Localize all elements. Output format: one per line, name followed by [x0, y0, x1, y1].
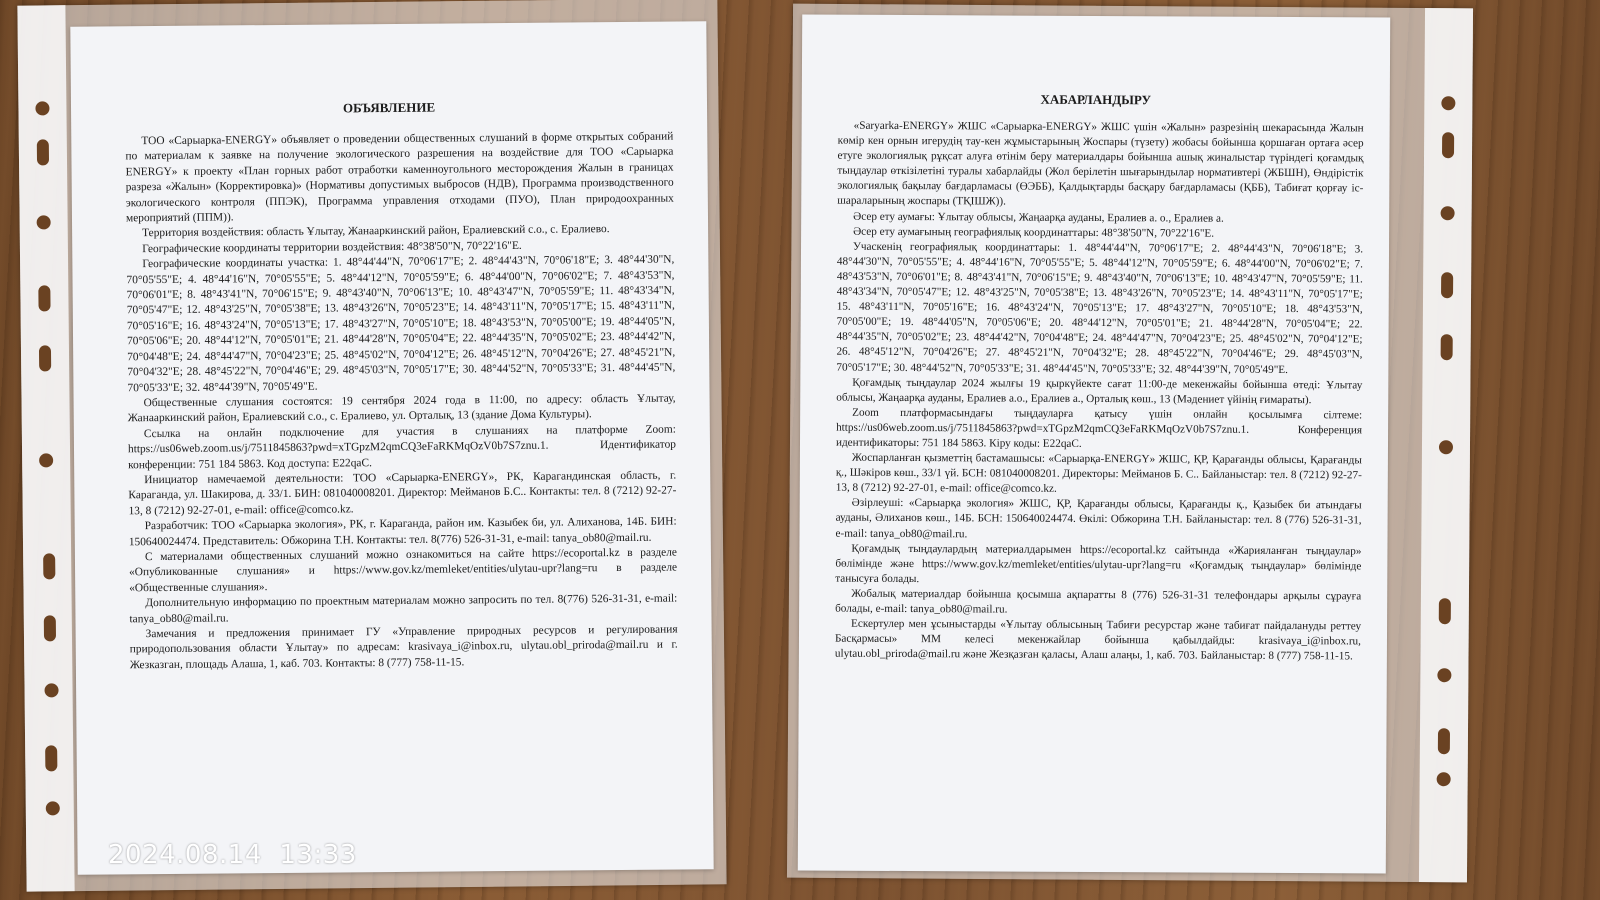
left-paragraph: Географические координаты территории воздействия: 48°38'50"N, 70°22'16"E.	[142, 239, 522, 256]
left-paragraph: Географические координаты участка: 1. 48°44'44"N, 70°06'17"E; 2. 48°44'43"N, 70°06'18"E; 3. 48°44'30"N, 70°05'55"E; 4. 48°44'16"N, 70°05'55"E; 5. 48°44'12"N, 70°05'59"E; 6. 48°44'00"N, 70°06'02"E; 7. 48°43'53"N, 70°06'01"E; 8. 48°43'41"N, 70°06'15"E; 9. 48°43'40"N, 70°06'13"E; 10. 48°43'47"N, 70°05'59"E; 11. 48°43'34"N, 70°05'47"E; 12. 48°43'25"N, 70°05'38"E; 13. 48°43'26"N, 70°05'23"E; 14. 48°43'11"N, 70°05'17"E; 15. 48°43'11"N, 70°05'16"E; 16. 48°43'24"N, 70°05'13"E; 17. 48°43'27"N, 70°05'10"E; 18. 48°43'53"N, 70°05'00"E; 19. 48°44'05"N, 70°05'06"E; 20. 48°44'12"N, 70°05'01"E; 21. 48°44'28"N, 70°05'04"E; 22. 48°44'35"N, 70°05'02"E; 23. 48°44'42"N, 70°04'48"E; 24. 48°44'47"N, 70°04'23"E; 25. 48°45'02"N, 70°04'12"E; 26. 48°45'12"N, 70°04'26"E; 27. 48°45'21"N, 70°04'32"E; 28. 48°45'22"N, 70°04'46"E; 29. 48°45'03"N, 70°05'17"E; 30. 48°44'52"N, 70°05'33"E; 31. 48°44'45"N, 70°05'33"E; 32. 48°44'39"N, 70°05'49"E.	[126, 253, 676, 394]
right-notice-body	[835, 119, 1364, 665]
left-notice-sheet	[70, 21, 713, 875]
punch-hole	[46, 801, 60, 815]
right-paragraph: Учаскенің географиялық координаттары: 1. 48°44'44"N, 70°06'17"E; 2. 48°44'43"N, 70°06'18"E; 3. 48°44'30"N, 70°05'55"E; 4. 48°44'16"N, 70°05'55"E; 5. 48°44'12"N, 70°05'59"E; 6. 48°44'00"N, 70°06'02"E; 7. 48°43'53"N, 70°06'01"E; 8. 48°43'41"N, 70°06'15"E; 9. 48°43'40"N, 70°06'13"E; 10. 48°43'47"N, 70°05'59"E; 11. 48°43'34"N, 70°05'47"E; 12. 48°43'25"N, 70°05'38"E; 13. 48°43'26"N, 70°05'23"E; 14. 48°43'11"N, 70°05'17"E; 15. 48°43'11"N, 70°05'16"E; 16. 48°43'24"N, 70°05'13"E; 17. 48°43'27"N, 70°05'10"E; 18. 48°43'53"N, 70°05'00"E; 19. 48°44'05"N, 70°05'06"E; 20. 48°44'12"N, 70°05'01"E; 21. 48°44'28"N, 70°05'04"E; 22. 48°44'35"N, 70°05'02"E; 23. 48°44'42"N, 70°04'48"E; 24. 48°44'47"N, 70°04'23"E; 25. 48°45'02"N, 70°04'12"E; 26. 48°45'12"N, 70°04'26"E; 27. 48°45'21"N, 70°04'32"E; 28. 48°45'22"N, 70°04'46"E; 29. 48°45'03"N, 70°05'17"E; 30. 48°44'52"N, 70°05'33"E; 31. 48°44'45"N, 70°05'33"E; 32. 48°44'39"N, 70°05'49"E.	[836, 240, 1364, 376]
right-paragraph: «Saryarka-ENERGY» ЖШС «Сарыарка-ENERGY» ЖШС үшін «Жалын» разрезінің шекарасында Жалын көмір кен орнын игерудің тау-кен жұмыстарының Жоспары (түзету) жобасы бойынша қоршаған ортаға әсер етуге экологиялық рұқсат алуға өтінім беру материалдары бойынша ашық жиналыстар түріндегі қоғамдық тыңдаулар өткізілетіні туралы хабарлайды (Жол берілетін шығарындылар нормативтері (ЖБШН), Өндірістік экологиялық бақылау бағдарламасы (ӨЭББ), Қалдықтарды басқару бағдарламасы (ҚББ), Табиғат қорғау іс-шараларының жоспары (ТҚІШЖ)).	[837, 119, 1364, 209]
right-sleeve-punch-strip	[1419, 8, 1473, 882]
left-paragraph: Замечания и предложения принимает ГУ «Управление природных ресурсов и регулирования природопользования области Ұлытау» по адресам: krasivaya_i@inbox.ru, ulytau.obl_priroda@mail.ru и г. Жезказган, площадь Алаша, 1, каб. 703. Контакты: 8 (777) 758-11-15.	[129, 623, 678, 672]
punch-hole	[45, 745, 57, 771]
punch-hole	[39, 345, 51, 371]
punch-hole	[1441, 334, 1453, 360]
left-notice-title: ОБЪЯВЛЕНИЕ	[342, 99, 436, 116]
punch-hole	[1437, 668, 1451, 682]
punch-hole	[44, 615, 56, 641]
right-paragraph: Zoom платформасындағы тыңдауларға қатысу үшін онлайн қосылымға сілтеме: https://us06web.zoom.us/j/7511845863?pwd=xTGpzM2qmCQ3eFaRKMqOzV0b7S7znu.1. Конференция идентификаторы: 751 184 5863. Кіру коды: E22qaC.	[835, 406, 1363, 450]
punch-hole	[1437, 772, 1451, 786]
right-notice-title: ХАБАРЛАНДЫРУ	[1040, 91, 1152, 108]
punch-hole	[39, 453, 53, 467]
left-paragraph: Инициатор намечаемой деятельности: ТОО «Сарыарка-ENERGY», РК, Карагандинская область, г. Караганда, ул. Шакирова, д. 33/1. БИН: 081040008201. Директор: Мейманов Б.С.. Контакты: тел. 8 (7212) 92-27-13, 8 (7212) 92-27-01, e-mail: office@comco.kz.	[128, 469, 677, 518]
punch-hole	[43, 553, 55, 579]
right-paragraph: Ескертулер мен ұсыныстарды «Ұлытау облысының Табиғи ресурстар және табиғат пайдалануды реттеу Басқармасы» ММ келесі мекенжайлар бойынша қабылдайды: krasivaya_i@inbox.ru, ulytau.obl_priroda@mail.ru және Жезқазған қаласы, Алаш алаңы, 1, каб. 703. Байланыстар: 8 (777) 758-11-15.	[834, 617, 1362, 663]
left-paragraph: Территория воздействия: область Ұлытау, Жанааркинский район, Ералиевский с.о., с. Ералиево.	[142, 223, 610, 240]
left-paragraph: ТОО «Сарыарка-ENERGY» объявляет о проведении общественных слушаний в форме открытых собраний по материалам к заявке на получение экологического разрешения на воздействие для ТОО «Сарыарка ENERGY» к проекту «План горных работ отработки каменноугольного месторождения Жалын в границах разреза «Жалын» (Корректировка)» (Нормативы допустимых выбросов (НДВ), Программа производственного экологического контроля (ППЭК), Программа управления отходами (ПУО), План природоохранных мероприятий (ППМ)).	[125, 130, 674, 225]
punch-hole	[1442, 132, 1454, 158]
left-paragraph: С материалами общественных слушаний можно ознакомиться на сайте https://ecoportal.kz в разделе «Опубликованные слушания» и https://www.gov.kz/memleket/entities/ulytau-upr?lang=ru в разделе «Общественные слушания».	[129, 546, 678, 595]
right-paragraph: Қоғамдық тыңдаулардың материалдарымен https://ecoportal.kz сайтында «Жарияланған тыңдаулар» бөлімінде және https://www.gov.kz/memleket/entities/ulytau-upr?lang=ru «Қоғамдық тыңдаулар» бөлімінде танысуға болады.	[835, 542, 1362, 585]
photo-timestamp: 2024.08.14 13:33	[108, 840, 357, 870]
right-paragraph: Жобалық материалдар бойынша қосымша ақпаратты 8 (776) 526-31-31 телефондары арқылы сұрауға болады, e-mail: tanya_ob80@mail.ru.	[835, 587, 1362, 616]
punch-hole	[44, 683, 58, 697]
punch-hole	[1439, 598, 1451, 624]
punch-hole	[1441, 206, 1455, 220]
right-paragraph: Жоспарланған қызметтің бастамашысы: «Сарыарқа-ENERGY» ЖШС, ҚР, Қарағанды облысы, Қарағанды қ., Шәкіров көш., 33/1 үй. БСН: 081040008201. Директоры: Мейманов Б. С.. Байланыстар: тел. 8 (7212) 92-27-13, 8 (7212) 92-27-01, e-mail: office@comco.kz.	[835, 451, 1362, 496]
left-sleeve-punch-strip	[17, 5, 74, 891]
left-paragraph: Ссылка на онлайн подключение для участия в слушаниях на платформе Zoom: https://us06web.zoom.us/j/7511845863?pwd=xTGpzM2qmCQ3eFaRKMqOzV0b7S7znu.1. Идентификатор конференции: 751 184 5863. Код доступа: E22qaC.	[127, 423, 677, 471]
punch-hole	[1438, 728, 1450, 754]
right-paragraph: Қоғамдық тыңдаулар 2024 жылғы 19 қыркүйекте сағат 11:00-де мекенжайы бойынша өтеді: Ұлытау облысы, Жаңаарқа ауданы, Ералиев а.о., Ералиев а., Орталық көш., 13 (Мәдениет үйінің ғимараты).	[836, 376, 1363, 406]
left-notice-body	[125, 130, 678, 674]
punch-hole	[38, 285, 50, 311]
punch-hole	[35, 101, 49, 115]
right-paragraph: Әсер ету аумағы: Ұлытау облысы, Жаңаарқа ауданы, Ералиев а. о., Ералиев а.	[853, 210, 1224, 225]
left-paragraph: Общественные слушания состоятся: 19 сентября 2024 года в 11:00, по адресу: область Ұлытау, Жанааркинский район, Ералиевский с.о., с. Ералиево, ул. Орталық, 13 (здание Дома Культуры).	[127, 392, 676, 425]
right-paragraph: Әсер ету аумағының географиялық координаттары: 48°38'50"N, 70°22'16"E.	[853, 225, 1215, 240]
punch-hole	[1441, 272, 1453, 298]
right-notice-sheet	[798, 14, 1390, 873]
punch-hole	[37, 139, 49, 165]
left-paragraph: Разработчик: ТОО «Сарыарка экология», РК, г. Караганда, район им. Казыбек би, ул. Алиханова, 14Б. БИН: 150640024474. Представитель: Обжорина Т.Н. Контакты: тел. 8(776) 526-31-31, e-mail: tanya_ob80@mail.ru.	[128, 515, 677, 548]
right-paragraph: Әзірлеуші: «Сарыарқа экология» ЖШС, ҚР, Қарағанды облысы, Қарағанды қ., Қазыбек би атындағы ауданы, Әлиханов көш., 14Б. БСН: 150640024474. Өкілі: Обжорина Т.Н. Байланыстар: тел. 8 (776) 526-31-31, e-mail: tanya_ob80@mail.ru.	[835, 497, 1362, 540]
punch-hole	[1439, 440, 1453, 454]
punch-hole	[1441, 96, 1455, 110]
left-paragraph: Дополнительную информацию по проектным материалам можно запросить по тел. 8(776) 526-31-31, e-mail: tanya_ob80@mail.ru.	[129, 592, 678, 625]
punch-hole	[37, 215, 51, 229]
